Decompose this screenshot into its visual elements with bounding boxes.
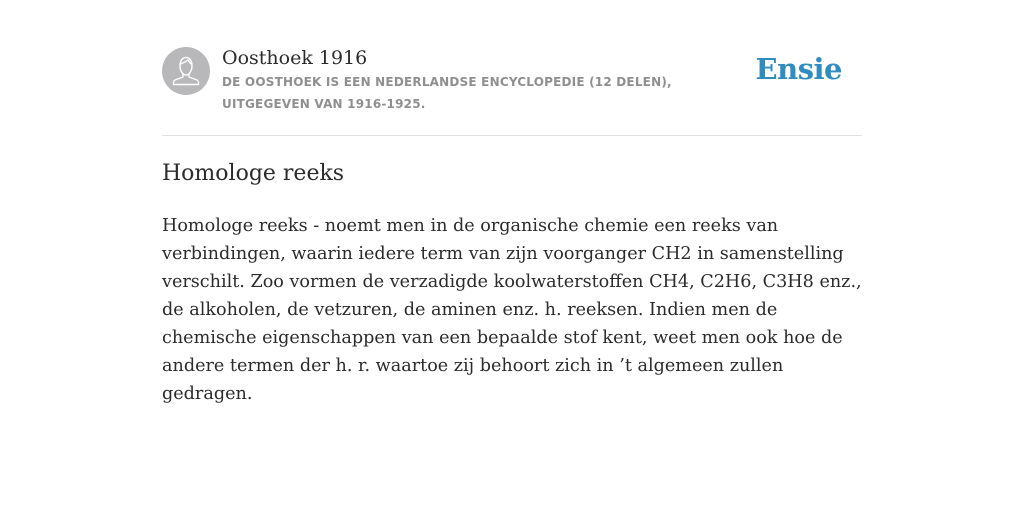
user-silhouette-icon bbox=[162, 47, 210, 95]
source-avatar[interactable] bbox=[162, 47, 210, 95]
source-description: DE OOSTHOEK IS EEN NEDERLANDSE ENCYCLOPEDIE (12 DELEN), UITGEGEVEN VAN 1916-1925. bbox=[222, 75, 672, 111]
source-info bbox=[222, 40, 762, 115]
article-body: Homologe reeks - noemt men in de organische chemie een reeks van verbindingen, waarin iedere term van zijn voorganger CH2 in samenstelling verschilt. Zoo vormen de verzadigde koolwaterstoffen CH4, C2H6, C3H8 enz., de alkoholen, de vetzuren, de aminen enz. h. reeksen. Indien men de chemische eigenschappen van een bepaalde stof kent, weet men ook hoe de andere termen der h. r. waartoe zij behoort zich in ’t algemeen zullen gedragen. bbox=[162, 216, 862, 404]
ensie-logo[interactable]: Ensie bbox=[755, 52, 842, 86]
source-header bbox=[162, 40, 862, 136]
source-title[interactable]: Oosthoek 1916 bbox=[222, 47, 368, 69]
article-title: Homologe reeks bbox=[162, 161, 345, 186]
